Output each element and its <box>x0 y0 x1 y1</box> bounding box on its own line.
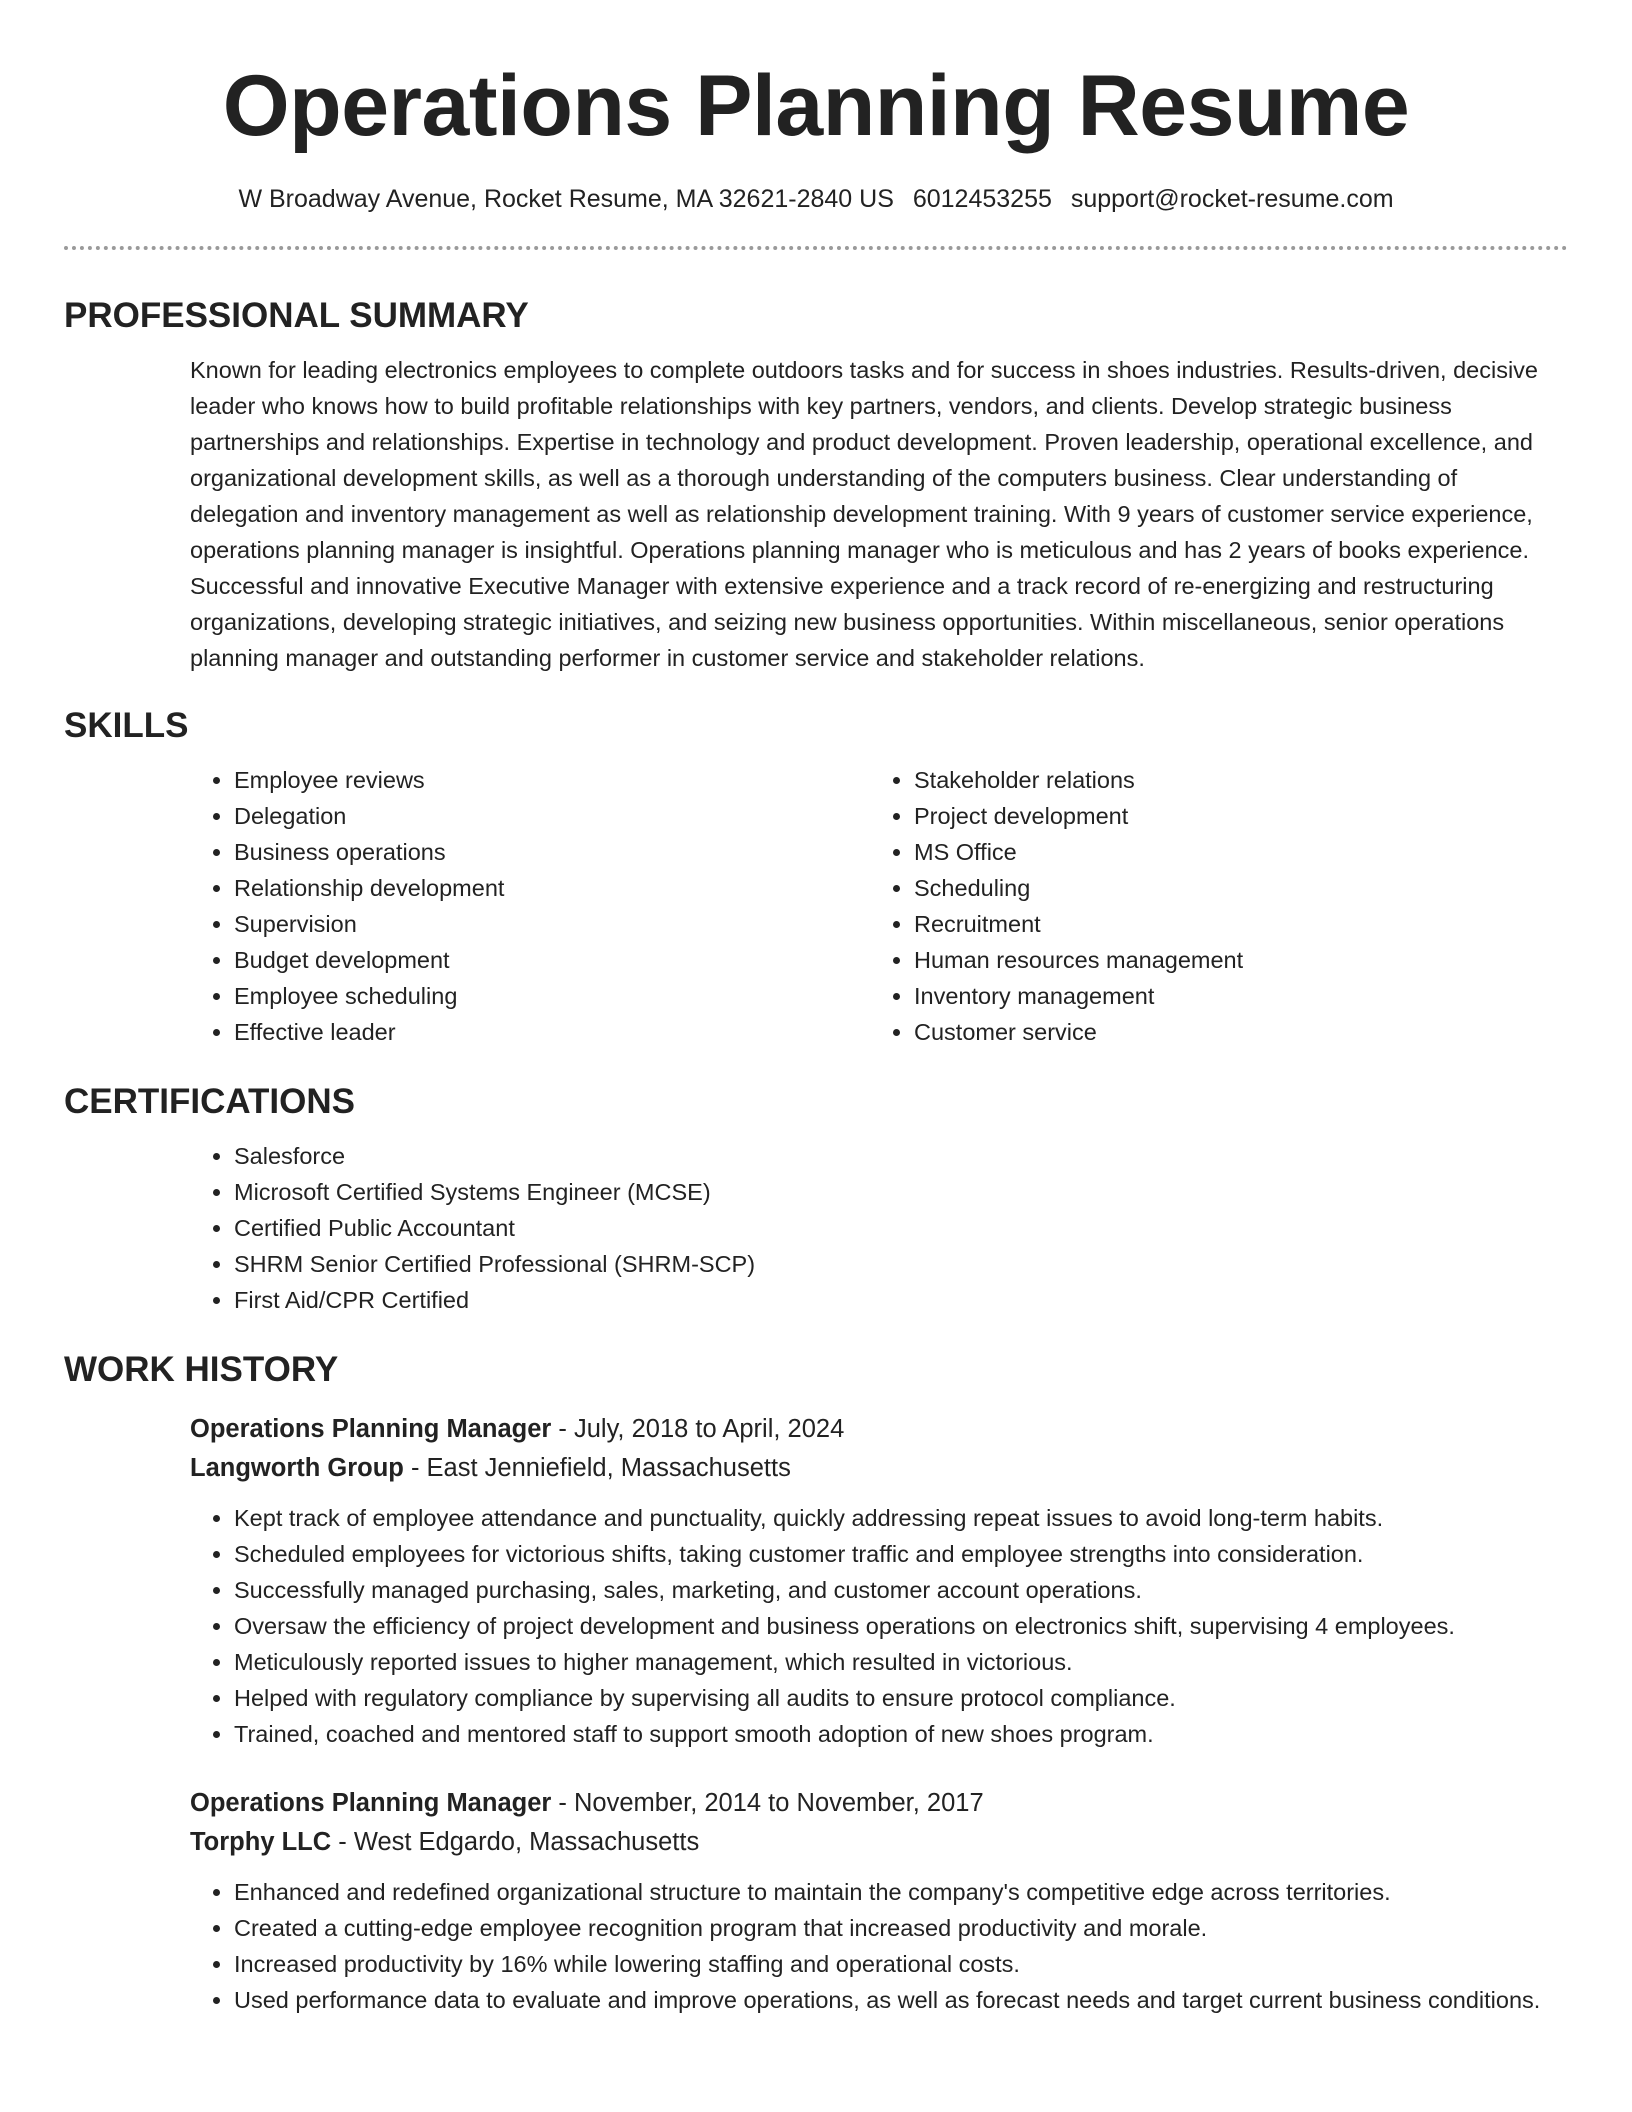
certification-item: • Microsoft Certified Systems Engineer (MCSE) <box>234 1174 1568 1210</box>
job-bullet: • Increased productivity by 16% while lowering staffing and operational costs. <box>234 1946 1568 1982</box>
contact-phone[interactable]: 6012453255 <box>912 185 1052 213</box>
certification-item: • Salesforce <box>234 1138 1568 1174</box>
job-company-line <box>190 1449 1568 1488</box>
skill-item: • Stakeholder relations <box>914 762 1550 798</box>
job-bullet: • Oversaw the efficiency of project development and business operations on electronics shift, supervising 4 employees. <box>234 1608 1568 1644</box>
job-bullet: • Created a cutting-edge employee recognition program that increased productivity and morale. <box>234 1910 1568 1946</box>
skill-item: • Employee scheduling <box>234 978 870 1014</box>
skill-item: • Scheduling <box>914 870 1550 906</box>
job-bullet: • Trained, coached and mentored staff to support smooth adoption of new shoes program. <box>234 1716 1568 1752</box>
job-bullet: • Kept track of employee attendance and punctuality, quickly addressing repeat issues to avoid long-term habits. <box>234 1500 1568 1536</box>
skills-grid <box>190 762 1568 1050</box>
certification-item: • First Aid/CPR Certified <box>234 1282 1568 1318</box>
resume-title: Operations Planning Resume <box>222 58 1410 154</box>
job-bullet: • Meticulously reported issues to higher management, which resulted in victorious. <box>234 1644 1568 1680</box>
contact-email[interactable]: support@rocket-resume.com <box>1070 185 1394 213</box>
job-title: Operations Planning Manager <box>190 1415 552 1443</box>
job-company: Langworth Group <box>190 1454 404 1482</box>
certifications-section <box>64 1080 1568 1318</box>
contact-address: W Broadway Avenue, Rocket Resume, MA 32621-2840 US <box>238 185 894 213</box>
job-bullet: • Successfully managed purchasing, sales, marketing, and customer account operations. <box>234 1572 1568 1608</box>
job-bullets <box>64 1500 1568 1752</box>
skill-item: • Human resources management <box>914 942 1550 978</box>
skill-item: • Inventory management <box>914 978 1550 1014</box>
certifications-list <box>190 1138 1568 1318</box>
skill-item: • Delegation <box>234 798 870 834</box>
job-bullet: • Helped with regulatory compliance by supervising all audits to ensure protocol compliance. <box>234 1680 1568 1716</box>
job-entry <box>190 1784 1568 2018</box>
certifications-heading: CERTIFICATIONS <box>64 1082 356 1121</box>
job-bullet: • Enhanced and redefined organizational structure to maintain the company's competitive edge across territories. <box>234 1874 1568 1910</box>
certification-item: • SHRM Senior Certified Professional (SHRM-SCP) <box>234 1246 1568 1282</box>
summary-text: Known for leading electronics employees to complete outdoors tasks and for success in shoes industries. Results-driven, decisive leader who knows how to build profitable relationships with key partners, vendors, and clients. Develop strategic business partnerships and relationships. Expertise in technology and product development. Proven leadership, operational excellence, and organizational development skills, as well as a thorough understanding of the computers business. Clear understanding of delegation and inventory management as well as relationship development training. With 9 years of customer service experience, operations planning manager is insightful. Operations planning manager who is meticulous and has 2 years of books experience. Successful and innovative Executive Manager with extensive experience and a track record of re-energizing and restructuring organizations, developing strategic initiatives, and seizing new business opportunities. Within miscellaneous, senior operations planning manager and outstanding performer in customer service and stakeholder relations. <box>190 357 1539 671</box>
job-bullet: • Scheduled employees for victorious shifts, taking customer traffic and employee strengths into consideration. <box>234 1536 1568 1572</box>
summary-section <box>64 294 1568 676</box>
job-bullets <box>64 1874 1568 2018</box>
job-company-line <box>190 1823 1568 1862</box>
job-entry <box>190 1410 1568 1752</box>
job-location: - East Jenniefield, Massachusetts <box>403 1454 791 1482</box>
summary-heading: PROFESSIONAL SUMMARY <box>64 296 529 335</box>
skill-item: • MS Office <box>914 834 1550 870</box>
work-history-section <box>64 1348 1568 2018</box>
skill-item: • Effective leader <box>234 1014 870 1050</box>
job-company: Torphy LLC <box>190 1828 332 1856</box>
header-divider <box>64 246 1568 250</box>
certification-item: • Certified Public Accountant <box>234 1210 1568 1246</box>
skill-item: • Business operations <box>234 834 870 870</box>
job-title-line <box>190 1784 1568 1823</box>
contact-info <box>64 182 1568 216</box>
job-location: - West Edgardo, Massachusetts <box>331 1828 700 1856</box>
resume-page <box>64 0 1568 2018</box>
skills-heading: SKILLS <box>64 706 189 745</box>
skill-item: • Customer service <box>914 1014 1550 1050</box>
job-title: Operations Planning Manager <box>190 1789 552 1817</box>
skill-item: • Budget development <box>234 942 870 978</box>
skill-item: • Recruitment <box>914 906 1550 942</box>
job-dates: - July, 2018 to April, 2024 <box>551 1415 845 1443</box>
skill-item: • Project development <box>914 798 1550 834</box>
skills-section <box>64 704 1568 1050</box>
job-dates: - November, 2014 to November, 2017 <box>551 1789 984 1817</box>
skills-column-right <box>870 762 1550 1050</box>
skill-item: • Supervision <box>234 906 870 942</box>
work-history-heading: WORK HISTORY <box>64 1350 339 1389</box>
skills-column-left <box>190 762 870 1050</box>
skill-item: • Employee reviews <box>234 762 870 798</box>
job-bullet: • Used performance data to evaluate and improve operations, as well as forecast needs and target current business conditions. <box>234 1982 1568 2018</box>
skill-item: • Relationship development <box>234 870 870 906</box>
job-title-line <box>190 1410 1568 1449</box>
